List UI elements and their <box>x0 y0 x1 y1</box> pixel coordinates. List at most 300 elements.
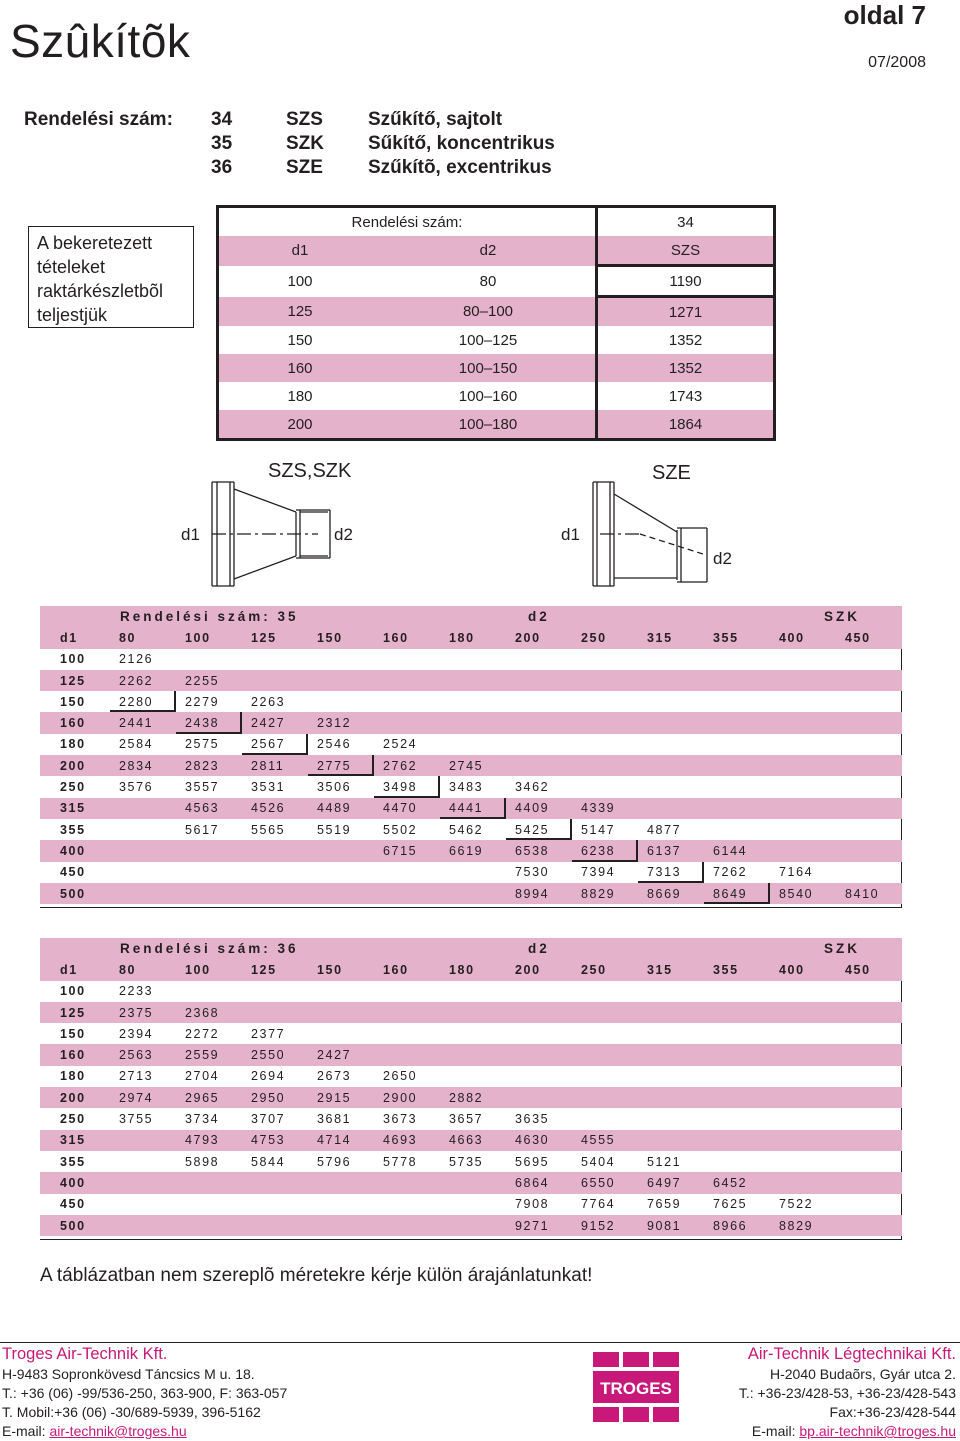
table-cell <box>374 712 440 733</box>
table-cell: 4793 <box>176 1130 242 1151</box>
table-cell: 160 <box>218 354 382 382</box>
table-cell: 150 <box>287 331 313 349</box>
table-cell <box>110 1215 176 1236</box>
row-header: 150 <box>60 694 86 709</box>
stock-note-line: teljestjük <box>37 305 108 325</box>
table-cell <box>770 840 836 861</box>
table-cell <box>110 1172 176 1193</box>
table-cell <box>242 1215 308 1236</box>
row-header: 125 <box>40 670 110 691</box>
table-cell: 4753 <box>242 1130 308 1151</box>
table-cell: 2915 <box>308 1087 374 1108</box>
order-desc: Szűkítő, sajtolt <box>368 109 503 130</box>
column-header: 200 <box>506 959 572 980</box>
diagram-left-title: SZS,SZK <box>268 460 352 482</box>
table-row <box>40 1023 902 1044</box>
column-header: 315 <box>638 627 704 648</box>
table-cell <box>770 819 836 840</box>
table-cell: 2834 <box>110 755 176 776</box>
table-cell: 2673 <box>317 1069 352 1084</box>
table-cell: 6497 <box>638 1172 704 1193</box>
table-cell: 3498 <box>374 776 440 797</box>
row-header: 250 <box>60 1112 86 1127</box>
table-cell <box>572 1044 638 1065</box>
table-cell: 2650 <box>383 1069 418 1084</box>
table-cell <box>374 1172 440 1193</box>
table-cell <box>176 1172 242 1193</box>
table-cell <box>704 691 770 712</box>
table-cell <box>440 1066 506 1087</box>
table-cell <box>506 1066 572 1087</box>
column-header: 250 <box>572 627 638 648</box>
table-cell <box>638 734 704 755</box>
corner-header: d1 <box>40 627 110 648</box>
table-cell: 9152 <box>572 1215 638 1236</box>
table-cell: 5617 <box>185 822 220 837</box>
table-cell <box>704 1044 770 1065</box>
table-cell: 2546 <box>317 737 352 752</box>
blank-cell <box>40 606 110 627</box>
page-date: 07/2008 <box>868 54 926 71</box>
table-cell: 4441 <box>440 798 506 819</box>
table-cell: 2438 <box>176 712 242 733</box>
row-header: 125 <box>40 1002 110 1023</box>
company-right-email-link[interactable]: bp.air-technik@troges.hu <box>799 1423 956 1439</box>
table-row <box>40 1002 902 1023</box>
table-35-d2-label: d2 <box>506 606 638 627</box>
column-header: 160 <box>374 627 440 648</box>
table-cell <box>836 776 902 797</box>
table-cell: 2823 <box>176 755 242 776</box>
table-cell <box>638 712 704 733</box>
table-cell: 1190 <box>597 266 775 297</box>
row-header: 315 <box>40 798 110 819</box>
column-header: 400 <box>770 959 836 980</box>
table-cell: 8649 <box>704 883 770 904</box>
table-cell <box>308 840 374 861</box>
table-cell <box>770 1130 836 1151</box>
stock-note-line: A bekeretezett <box>37 233 153 253</box>
table-cell <box>506 649 572 670</box>
table-cell: 5425 <box>506 819 572 840</box>
table-cell: 4555 <box>572 1130 638 1151</box>
table-cell: 100–180 <box>381 410 597 440</box>
table-cell: 2262 <box>110 670 176 691</box>
table-cell <box>176 1194 242 1215</box>
table-cell <box>308 1002 374 1023</box>
table-cell <box>638 981 704 1002</box>
table-cell <box>506 1002 572 1023</box>
table-cell: 8540 <box>770 883 836 904</box>
table-cell <box>836 840 902 861</box>
table-cell <box>836 1194 902 1215</box>
table-cell <box>176 981 242 1002</box>
header-cell: SZS <box>597 236 775 266</box>
table-cell <box>836 1002 902 1023</box>
table-cell: 2559 <box>176 1044 242 1065</box>
order-desc: Szűkítõ, excentrikus <box>368 157 552 178</box>
table-cell: 2563 <box>110 1044 176 1065</box>
table-cell <box>770 1044 836 1065</box>
table-cell <box>770 1066 836 1087</box>
company-right <box>739 1343 956 1441</box>
row-header: 200 <box>40 1087 110 1108</box>
table-cell <box>836 734 902 755</box>
table-cell: 2279 <box>185 694 220 709</box>
table-cell: 1864 <box>597 410 775 440</box>
table-cell: 3657 <box>449 1112 484 1127</box>
table-cell <box>836 1044 902 1065</box>
table-cell <box>506 1044 572 1065</box>
table-cell: 8669 <box>638 883 704 904</box>
table-cell: 9081 <box>638 1215 704 1236</box>
column-header: 80 <box>110 959 176 980</box>
table-cell <box>506 1087 572 1108</box>
table-cell <box>704 1002 770 1023</box>
table-cell <box>770 1172 836 1193</box>
table-cell <box>770 798 836 819</box>
table-34-title-num: 34 <box>677 213 694 231</box>
table-cell: 2762 <box>374 755 440 776</box>
column-header-row <box>40 959 902 980</box>
table-cell: 5695 <box>515 1154 550 1169</box>
table-row <box>40 734 902 755</box>
column-header: 80 <box>110 627 176 648</box>
header-cell: d2 <box>381 236 597 266</box>
column-header: 100 <box>176 959 242 980</box>
table-35-title: Rendelési szám: 35 <box>110 606 506 627</box>
row-header: 500 <box>40 1215 110 1236</box>
table-cell: 2280 <box>110 691 176 712</box>
table-cell: 2312 <box>308 712 374 733</box>
row-header: 250 <box>60 780 86 795</box>
table-cell <box>836 981 902 1002</box>
table-cell: 3681 <box>317 1112 352 1127</box>
column-header: 400 <box>770 627 836 648</box>
table-cell <box>836 1215 902 1236</box>
table-cell: 2427 <box>242 712 308 733</box>
table-cell: 125 <box>218 297 382 327</box>
table-cell <box>836 649 902 670</box>
table-row <box>40 840 902 861</box>
column-header: 450 <box>836 959 902 980</box>
table-cell: 4409 <box>506 798 572 819</box>
table-cell: 3531 <box>251 780 286 795</box>
table-cell: 4877 <box>647 822 682 837</box>
table-cell <box>242 649 308 670</box>
table-cell <box>638 1087 704 1108</box>
row-header: 400 <box>40 1172 110 1193</box>
order-num: 35 <box>211 133 233 154</box>
table-cell: 3707 <box>251 1112 286 1127</box>
concentric-reducer-drawing <box>212 482 330 586</box>
table-cell <box>242 1194 308 1215</box>
table-36-code: SZK <box>638 938 902 959</box>
table-cell <box>770 670 836 691</box>
troges-logo <box>593 1352 679 1422</box>
table-cell <box>440 981 506 1002</box>
page-title: Szûkítõk <box>10 15 191 67</box>
table-cell <box>374 1002 440 1023</box>
row-header: 180 <box>60 1069 86 1084</box>
table-cell <box>572 755 638 776</box>
table-cell: 8410 <box>836 883 902 904</box>
table-cell: 6550 <box>572 1172 638 1193</box>
table-row <box>40 1087 902 1108</box>
table-cell: 2233 <box>119 984 154 999</box>
table-cell: 9271 <box>506 1215 572 1236</box>
page-number: oldal 7 <box>843 0 926 30</box>
table-cell <box>440 1044 506 1065</box>
table-cell: 7313 <box>638 862 704 883</box>
table-cell <box>704 1151 770 1172</box>
table-cell <box>836 1130 902 1151</box>
table-cell <box>704 755 770 776</box>
table-cell <box>110 840 176 861</box>
table-cell <box>704 1108 770 1129</box>
table-cell: 5796 <box>317 1154 352 1169</box>
table-cell: 3462 <box>515 780 550 795</box>
table-cell: 2745 <box>440 755 506 776</box>
order-label: Rendelési szám: <box>24 109 173 130</box>
table-cell <box>638 1066 704 1087</box>
table-cell <box>572 981 638 1002</box>
table-cell <box>506 1023 572 1044</box>
table-cell <box>836 798 902 819</box>
table-cell: 2965 <box>176 1087 242 1108</box>
table-35 <box>40 606 902 904</box>
company-left-email-link[interactable]: air-technik@troges.hu <box>49 1423 187 1439</box>
table-cell <box>110 883 176 904</box>
row-header: 160 <box>40 1044 110 1065</box>
order-code: SZS <box>286 109 323 130</box>
diagram-left-d1: d1 <box>181 525 200 544</box>
table-cell <box>572 670 638 691</box>
table-cell <box>176 840 242 861</box>
row-header: 100 <box>60 652 86 667</box>
table-cell <box>572 1108 638 1129</box>
table-row <box>40 691 902 712</box>
table-cell <box>242 883 308 904</box>
table-cell: 3506 <box>317 780 352 795</box>
stock-note-line: tételeket <box>37 257 106 277</box>
table-row <box>40 1044 902 1065</box>
table-cell: 4693 <box>374 1130 440 1151</box>
corner-header: d1 <box>40 959 110 980</box>
table-cell: 5404 <box>581 1154 616 1169</box>
company-right-phone: T.: +36-23/428-53, +36-23/428-543 <box>738 1385 956 1401</box>
row-header: 315 <box>40 1130 110 1151</box>
table-cell <box>308 981 374 1002</box>
column-header: 200 <box>506 627 572 648</box>
table-cell: 5778 <box>383 1154 418 1169</box>
table-cell: 7164 <box>779 865 814 880</box>
table-cell: 4630 <box>506 1130 572 1151</box>
column-header: 180 <box>440 959 506 980</box>
company-left-mobile: T. Mobil:+36 (06) -30/689-5939, 396-5162 <box>2 1404 261 1420</box>
row-header: 500 <box>40 883 110 904</box>
table-cell <box>308 1194 374 1215</box>
table-cell: 5502 <box>383 822 418 837</box>
table-cell <box>638 670 704 691</box>
table-36 <box>40 938 902 1236</box>
table-cell: 4489 <box>308 798 374 819</box>
table-cell <box>440 1194 506 1215</box>
table-cell <box>704 734 770 755</box>
table-cell: 6538 <box>506 840 572 861</box>
table-row <box>40 1172 902 1193</box>
table-cell <box>770 981 836 1002</box>
company-right-fax: Fax:+36-23/428-544 <box>829 1404 956 1420</box>
table-cell <box>770 649 836 670</box>
column-header: 355 <box>704 627 770 648</box>
table-cell <box>440 862 506 883</box>
table-cell <box>572 1066 638 1087</box>
table-cell: 1352 <box>597 354 775 382</box>
table-cell <box>374 649 440 670</box>
table-cell: 3483 <box>449 780 484 795</box>
table-cell <box>770 1108 836 1129</box>
table-cell <box>176 1215 242 1236</box>
column-header: 160 <box>374 959 440 980</box>
table-cell: 2427 <box>308 1044 374 1065</box>
table-cell <box>110 1194 176 1215</box>
table-cell: 6864 <box>506 1172 572 1193</box>
row-header: 450 <box>60 865 86 880</box>
table-cell: 3557 <box>185 780 220 795</box>
table-36-d2-label: d2 <box>506 938 638 959</box>
table-cell <box>110 1151 176 1172</box>
table-cell: 2950 <box>242 1087 308 1108</box>
diagram-right-d1: d1 <box>561 525 580 544</box>
table-cell <box>506 670 572 691</box>
table-cell: 2775 <box>308 755 374 776</box>
table-cell <box>704 1130 770 1151</box>
table-cell <box>572 649 638 670</box>
table-cell: 180 <box>287 387 313 405</box>
table-cell <box>836 1172 902 1193</box>
table-cell: 2567 <box>242 734 308 755</box>
table-cell <box>176 883 242 904</box>
table-cell: 2584 <box>119 737 154 752</box>
table-row <box>40 1130 902 1151</box>
table-cell: 80 <box>381 266 597 297</box>
table-cell: 2974 <box>110 1087 176 1108</box>
table-cell: 6144 <box>704 840 770 861</box>
table-title-row <box>40 938 902 959</box>
table-cell <box>836 670 902 691</box>
table-cell <box>572 1087 638 1108</box>
table-cell <box>374 862 440 883</box>
table-cell <box>572 1002 638 1023</box>
table-cell <box>440 649 506 670</box>
table-cell: 3734 <box>185 1112 220 1127</box>
table-cell: 80–100 <box>381 297 597 327</box>
row-header: 150 <box>60 1026 86 1041</box>
column-header: 355 <box>704 959 770 980</box>
table-cell: 7530 <box>515 865 550 880</box>
table-cell: 3755 <box>119 1112 154 1127</box>
table-cell <box>308 670 374 691</box>
table-cell <box>440 1002 506 1023</box>
table-cell <box>242 670 308 691</box>
table-cell: 3576 <box>119 780 154 795</box>
table-cell: 2441 <box>110 712 176 733</box>
row-header: 200 <box>40 755 110 776</box>
table-cell <box>374 670 440 691</box>
table-cell: 8966 <box>704 1215 770 1236</box>
table-cell: 8829 <box>770 1215 836 1236</box>
table-cell: 3673 <box>383 1112 418 1127</box>
column-header: 250 <box>572 959 638 980</box>
table-cell <box>770 776 836 797</box>
table-cell <box>704 981 770 1002</box>
table-cell: 1271 <box>597 297 775 327</box>
company-left-address: H-9483 Sopronkövesd Táncsics M u. 18. <box>2 1366 255 1382</box>
table-cell <box>836 1087 902 1108</box>
table-cell <box>572 712 638 733</box>
column-header: 180 <box>440 627 506 648</box>
table-cell <box>704 649 770 670</box>
table-cell: 6619 <box>440 840 506 861</box>
table-cell <box>836 862 902 883</box>
table-cell: 2704 <box>185 1069 220 1084</box>
column-header-row <box>40 627 902 648</box>
table-cell <box>770 1023 836 1044</box>
table-row <box>40 755 902 776</box>
table-cell <box>836 712 902 733</box>
table-cell: 1743 <box>668 387 703 405</box>
table-cell: 5735 <box>449 1154 484 1169</box>
table-cell <box>506 755 572 776</box>
table-cell: 6238 <box>572 840 638 861</box>
table-cell <box>506 712 572 733</box>
diagram-right-d2: d2 <box>713 549 732 568</box>
table-cell <box>440 670 506 691</box>
table-cell <box>374 691 440 712</box>
table-cell: 2272 <box>185 1026 220 1041</box>
footer-note: A táblázatban nem szereplõ méretekre kérje külön árajánlatunkat! <box>40 1265 593 1286</box>
column-header: 125 <box>242 959 308 980</box>
table-cell <box>770 1002 836 1023</box>
table-row <box>40 862 902 883</box>
row-header: 160 <box>40 712 110 733</box>
table-cell: 2263 <box>251 694 286 709</box>
table-34-title: Rendelési szám: <box>218 207 597 237</box>
table-cell <box>440 691 506 712</box>
table-cell: 100–125 <box>381 326 597 354</box>
logo-text: TROGES <box>600 1379 672 1398</box>
table-cell <box>836 755 902 776</box>
table-cell <box>440 883 506 904</box>
table-cell <box>110 798 176 819</box>
table-cell <box>638 1108 704 1129</box>
column-header: 100 <box>176 627 242 648</box>
table-cell <box>836 1023 902 1044</box>
table-cell <box>176 862 242 883</box>
table-cell: 6452 <box>704 1172 770 1193</box>
table-cell <box>836 1066 902 1087</box>
table-cell: 2524 <box>383 737 418 752</box>
table-cell: 3635 <box>515 1112 550 1127</box>
table-cell: 4470 <box>374 798 440 819</box>
table-cell: 2811 <box>242 755 308 776</box>
table-cell <box>704 1023 770 1044</box>
email-label: E-mail: <box>2 1423 50 1439</box>
table-cell <box>242 981 308 1002</box>
table-row <box>40 798 902 819</box>
table-cell: 2550 <box>242 1044 308 1065</box>
